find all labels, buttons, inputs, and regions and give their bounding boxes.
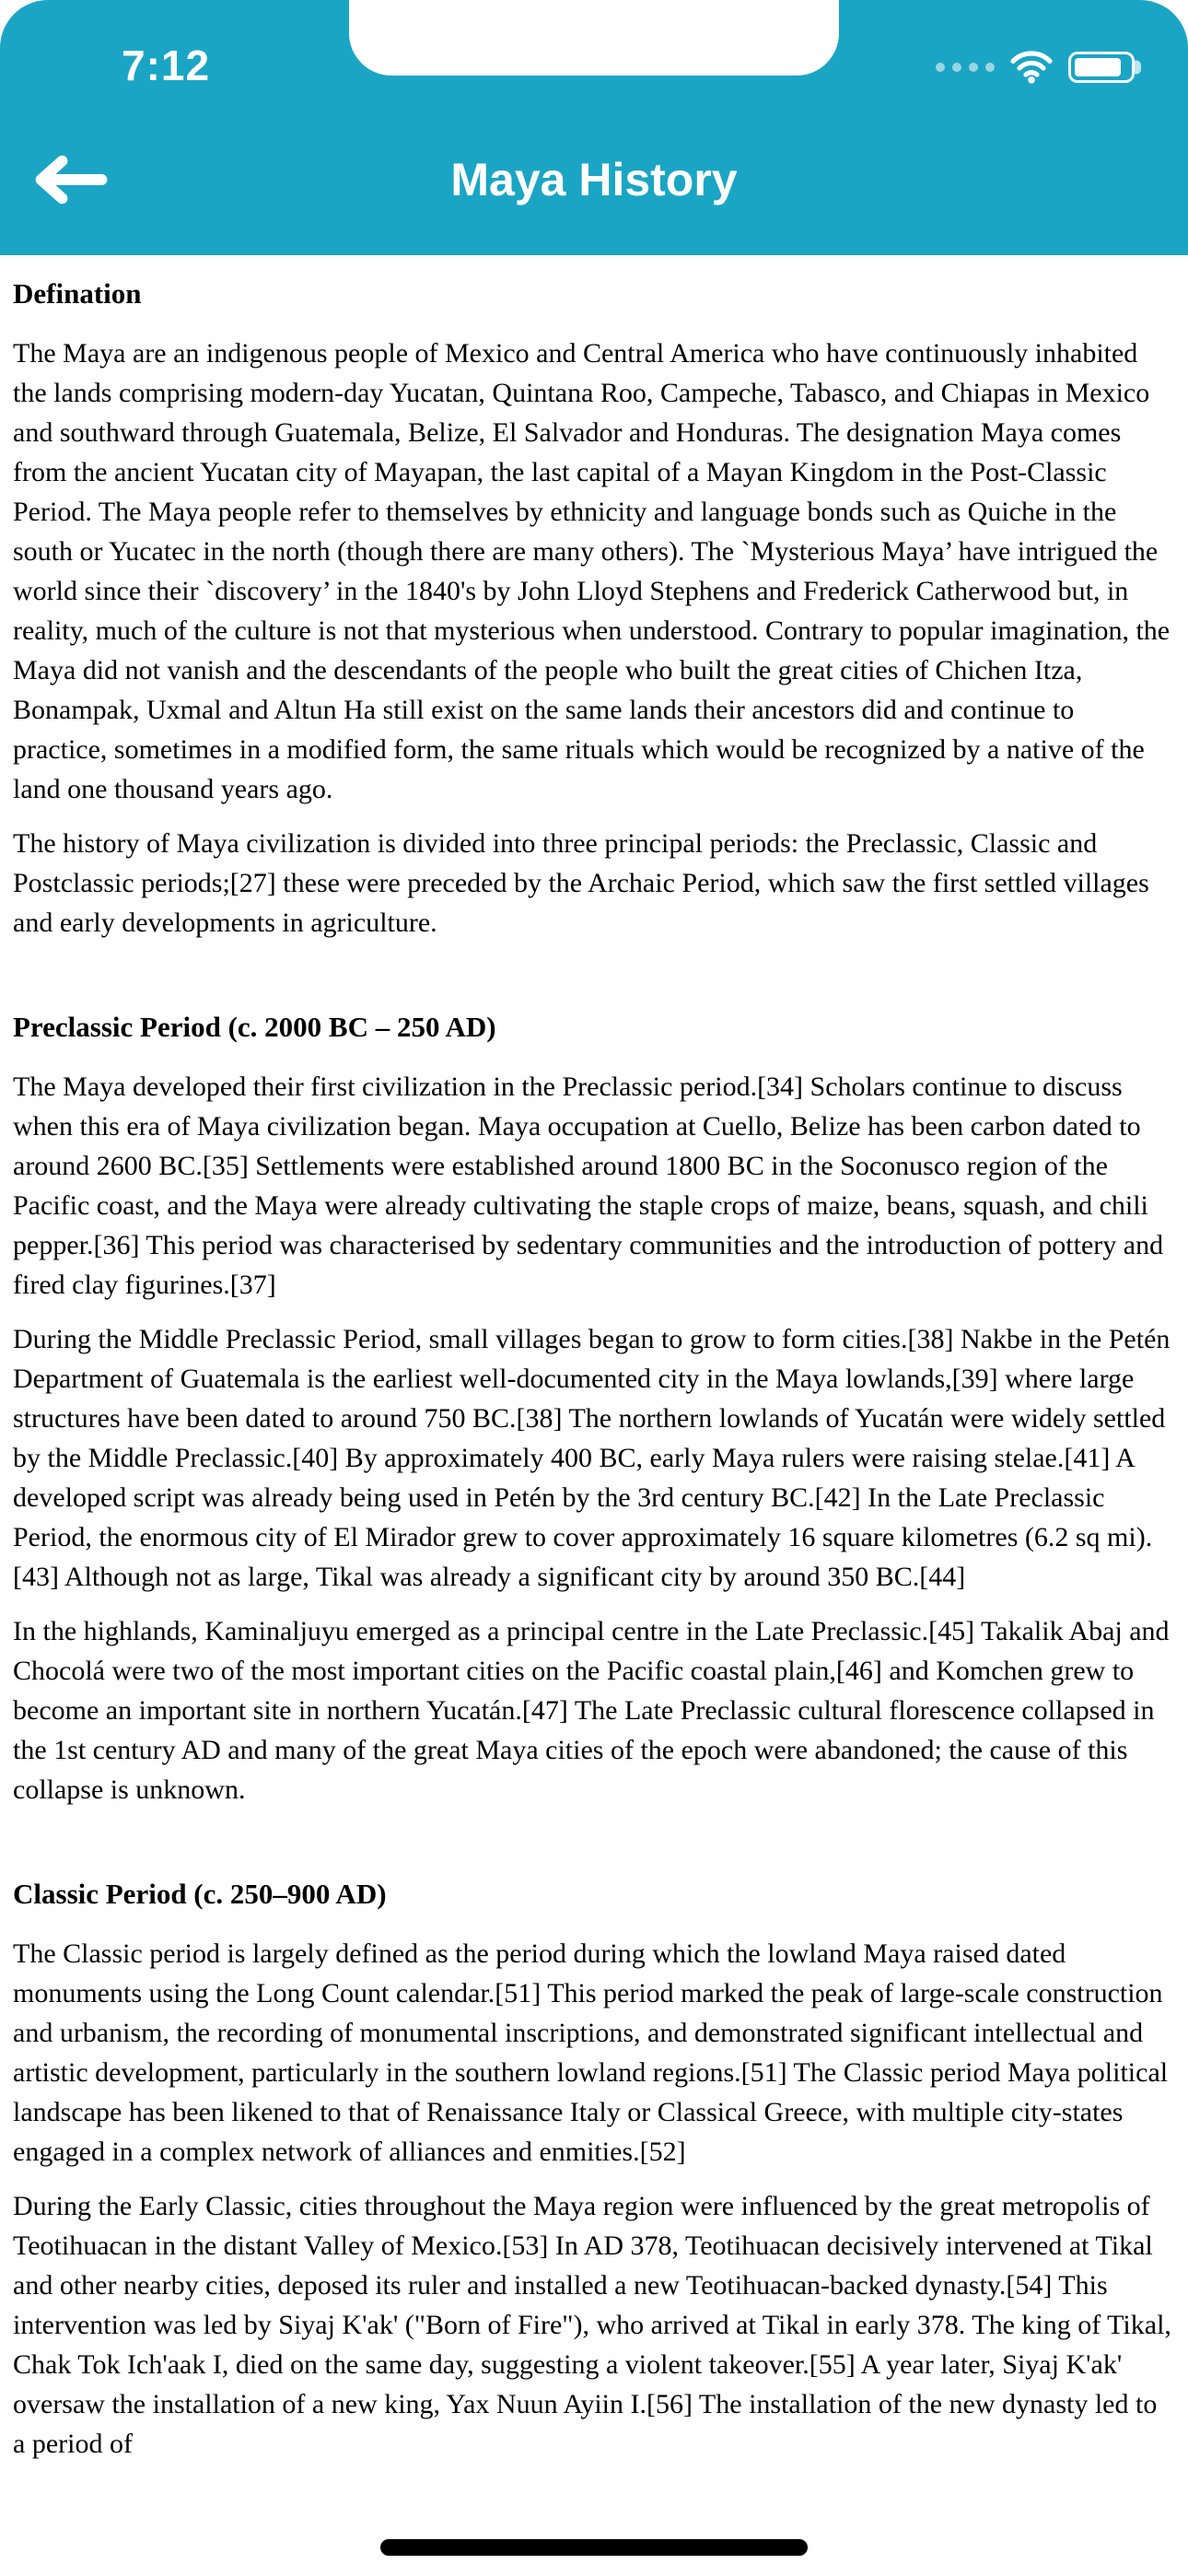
paragraph: The history of Maya civilization is divided into three principal periods: the Preclassic, Classic and Postclassic periods;[27] these were preceded by the Archaic Period, which saw the first settled villages and early developments in agriculture. [13,828,1149,938]
page-title: Maya History [450,153,738,205]
status-bar [0,0,1188,103]
signal-dot [952,63,961,72]
paragraph: The Maya developed their first civilization in the Preclassic period.[34] Scholars continue to discuss when this era of Maya civilization began. Maya occupation at Cuello, Belize has been carbon dated to around 2600 BC.[35] Settlements were established around 1800 BC in the Soconusco region of the Pacific coast, and the Maya were already cultivating the staple crops of maize, beans, squash, and chili pepper.[36] This period was characterised by sedentary communities and the introduction of pottery and fired clay figurines.[37] [13,1071,1164,1300]
cellular-signal-dots-icon [936,63,995,72]
section-heading: Classic Period (c. 250–900 AD) [13,1878,387,1910]
paragraph: The Maya are an indigenous people of Mexico and Central America who have continuously inhabited the lands comprising modern-day Yucatan, Quintana Roo, Campeche, Tabasco, and Chiapas in Mexico and southward through Guatemala, Belize, El Salvador and Honduras. The designation Maya comes from the ancient Yucatan city of Mayapan, the last capital of a Mayan Kingdom in the Post-Classic Period. The Maya people refer to themselves by ethnicity and language bonds such as Quiche in the south or Yucatec in the north (though there are many others). The `Mysterious Maya’ have intrigued the world since their `discovery’ in the 1840's by John Lloyd Stephens and Frederick Catherwood but, in reality, much of the culture is not that mysterious when understood. Contrary to popular imagination, the Maya did not vanish and the descendants of the people who built the great cities of Chichen Itza, Bonampak, Uxmal and Altun Ha still exist on the same lands their ancestors did and continue to practice, sometimes in a modified form, the same rituals which would be recognized by a native of the land one thousand years ago. [13,338,1171,804]
battery-icon [1068,52,1135,83]
section-heading: Defination [13,277,142,310]
article-content[interactable] [0,255,1188,2464]
wifi-icon [1009,50,1054,85]
battery-nub [1135,61,1141,75]
back-arrow-icon [31,152,111,207]
section-classic-period [13,1874,1175,2464]
signal-dot [936,63,945,72]
section-preclassic-period [13,1007,1175,1809]
back-button[interactable] [26,146,116,213]
section-definition [13,274,1175,943]
battery-level [1075,58,1121,76]
home-indicator[interactable] [380,2539,808,2556]
signal-dot [969,63,978,72]
paragraph: During the Early Classic, cities throughout the Maya region were influenced by the great metropolis of Teotihuacan in the distant Valley of Mexico.[53] In AD 378, Teotihuacan decisively intervened at Tikal and other nearby cities, deposed its ruler and installed a new Teotihuacan-backed dynasty.[54] This intervention was led by Siyaj K'ak' ("Born of Fire"), who arrived at Tikal in early 378. The king of Tikal, Chak Tok Ich'aak I, died on the same day, suggesting a violent takeover.[55] A year later, Siyaj K'ak' oversaw the installation of a new king, Yax Nuun Ayiin I.[56] The installation of the new dynasty led to a period of [13,2191,1171,2459]
status-time: 7:12 [122,41,211,89]
paragraph: In the highlands, Kaminaljuyu emerged as a principal centre in the Late Preclassic.[45] Takalik Abaj and Chocolá were two of the most important cities on the Pacific coastal plain,[46] and Komchen grew to become an important site in northern Yucatán.[47] The Late Preclassic cultural florescence collapsed in the 1st century AD and many of the great Maya cities of the epoch were abandoned; the cause of this collapse is unknown. [13,1616,1170,1805]
section-heading: Preclassic Period (c. 2000 BC – 250 AD) [13,1011,496,1043]
navigation-bar [0,103,1188,255]
status-icons [936,50,1135,85]
paragraph: During the Middle Preclassic Period, small villages began to grow to form cities.[38] Nakbe in the Petén Department of Guatemala is the earliest well-documented city in the Maya lowlands,[39] where large structures have been dated to around 750 BC.[38] The northern lowlands of Yucatán were widely settled by the Middle Preclassic.[40] By approximately 400 BC, early Maya rulers were raising stelae.[41] A developed script was already being used in Petén by the 3rd century BC.[42] In the Late Preclassic Period, the enormous city of El Mirador grew to cover approximately 16 square kilometres (6.2 sq mi).[43] Although not as large, Tikal was already a significant city by around 350 BC.[44] [13,1324,1171,1592]
signal-dot [985,63,995,72]
app-header [0,0,1188,255]
paragraph: The Classic period is largely defined as the period during which the lowland Maya raised dated monuments using the Long Count calendar.[51] This period marked the peak of large-scale construction and urbanism, the recording of monumental inscriptions, and demonstrated significant intellectual and artistic development, particularly in the southern lowland regions.[51] The Classic period Maya political landscape has been likened to that of Renaissance Italy or Classical Greece, with multiple city-states engaged in a complex network of alliances and enmities.[52] [13,1938,1169,2167]
